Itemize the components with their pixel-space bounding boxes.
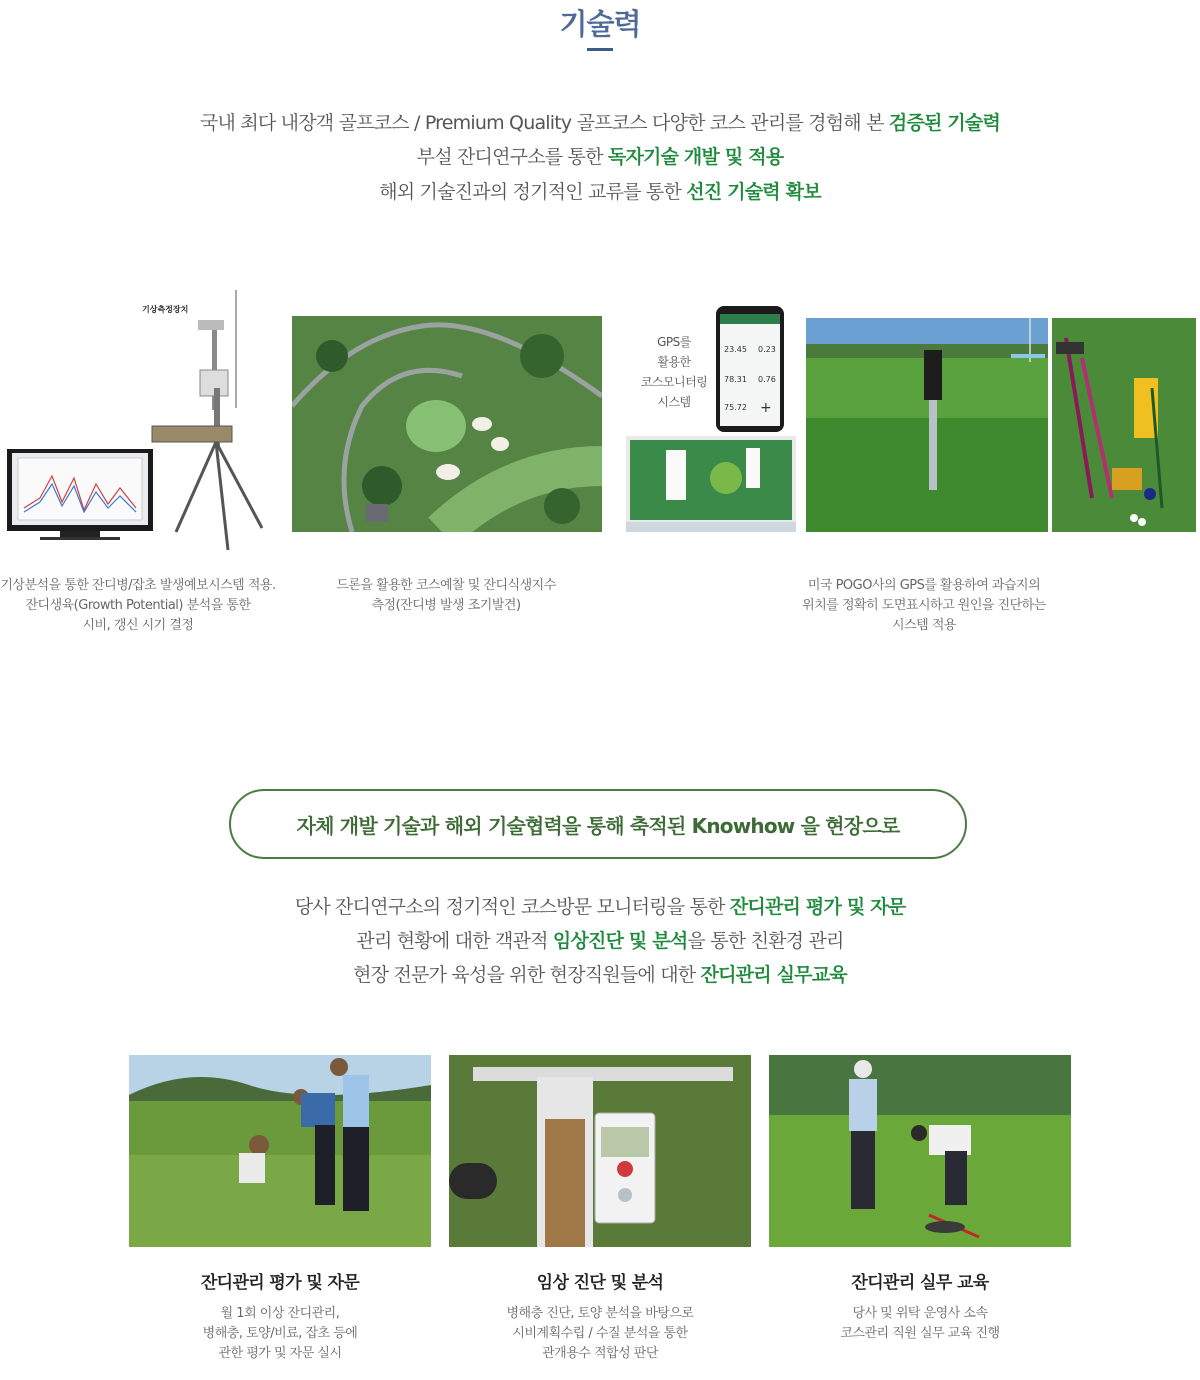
intro-line-2-text: 부설 잔디연구소를 통한 bbox=[416, 146, 608, 168]
gps-label-line: GPS를 bbox=[657, 335, 691, 349]
card-desc-line: 관개용수 적합성 판단 bbox=[542, 1346, 658, 1361]
gps-label bbox=[626, 332, 722, 412]
card-desc-line: 당사 및 위탁 운영사 소속 bbox=[852, 1306, 988, 1321]
phone-value-1: 23.45 bbox=[724, 345, 747, 354]
services-line-3 bbox=[0, 960, 1200, 987]
card-title-evaluation: 잔디관리 평가 및 자문 bbox=[200, 1273, 360, 1293]
gallery-caption-drone bbox=[296, 576, 596, 616]
services-line-2-text: 관리 현황에 대한 객관적 bbox=[356, 930, 553, 952]
caption-line: 시스템 적용 bbox=[892, 618, 956, 633]
card-desc-line: 병해충 진단, 토양 분석을 바탕으로 bbox=[506, 1306, 694, 1321]
card-desc-line: 코스관리 직원 실무 교육 진행 bbox=[840, 1326, 1000, 1341]
card-desc-line: 시비계획수립 / 수질 분석을 통한 bbox=[512, 1326, 688, 1341]
intro-line-3-text: 해외 기술진과의 정기적인 교류를 통한 bbox=[379, 181, 687, 203]
card-desc-diagnosis bbox=[449, 1304, 751, 1364]
knowhow-banner: 자체 개발 기술과 해외 기술협력을 통해 축적된 Knowhow 을 현장으로 bbox=[229, 789, 967, 859]
services-line-2-highlight: 임상진단 및 분석 bbox=[552, 930, 688, 952]
services-line-1-text: 당사 잔디연구소의 정기적인 코스방문 모니터링을 통한 bbox=[294, 896, 730, 918]
intro-line-3-highlight: 선진 기술력 확보 bbox=[686, 181, 821, 203]
phone-value-3: 78.31 bbox=[724, 375, 747, 384]
card-image-training bbox=[769, 1055, 1071, 1247]
section-title: 기술력 bbox=[559, 7, 641, 41]
svg-text:+: + bbox=[760, 400, 772, 416]
services-line-2-tail: 을 통한 친환경 관리 bbox=[687, 930, 844, 952]
weather-station-label: 기상측정장치 bbox=[142, 305, 189, 314]
services-line-2 bbox=[0, 926, 1200, 953]
caption-line: 측정(잔디병 발생 조기발견) bbox=[371, 598, 521, 613]
card-desc-line: 월 1회 이상 잔디관리, bbox=[220, 1306, 340, 1321]
caption-line: 잔디생육(Growth Potential) 분석을 통한 bbox=[25, 598, 251, 613]
phone-value-5: 75.72 bbox=[724, 403, 747, 412]
weather-station-image bbox=[0, 288, 290, 560]
card-image-diagnosis bbox=[449, 1055, 751, 1247]
caption-line: 시비, 갱신 시기 결정 bbox=[82, 618, 194, 633]
card-image-evaluation bbox=[129, 1055, 431, 1247]
probe-tools-image bbox=[1052, 318, 1196, 532]
card-desc-line: 관한 평가 및 자문 실시 bbox=[218, 1346, 342, 1361]
card-desc-training bbox=[769, 1304, 1071, 1344]
gps-label-line: 코스모니터링 bbox=[640, 375, 708, 389]
services-line-3-text: 현장 전문가 육성을 위한 현장직원들에 대한 bbox=[353, 964, 701, 986]
moisture-probe-image bbox=[806, 318, 1048, 532]
caption-line: 미국 POGO사의 GPS를 활용하여 과습지의 bbox=[807, 578, 1041, 593]
caption-line: 위치를 정확히 도면표시하고 원인을 진단하는 bbox=[802, 598, 1046, 613]
intro-line-2 bbox=[0, 142, 1200, 169]
card-title-diagnosis: 임상 진단 및 분석 bbox=[536, 1273, 664, 1293]
intro-line-1 bbox=[0, 108, 1200, 135]
gps-label-line: 시스템 bbox=[657, 395, 691, 409]
phone-value-4: 0.76 bbox=[758, 375, 776, 384]
services-line-3-highlight: 잔디관리 실무교육 bbox=[700, 964, 847, 986]
card-desc-evaluation bbox=[129, 1304, 431, 1364]
intro-line-1-highlight: 검증된 기술력 bbox=[888, 112, 1001, 134]
services-line-1 bbox=[0, 892, 1200, 919]
services-line-1-highlight: 잔디관리 평가 및 자문 bbox=[729, 896, 906, 918]
intro-line-1-text: 국내 최다 내장객 골프코스 / Premium Quality 골프코스 다양한 코스 관리를 경험해 본 bbox=[199, 112, 889, 134]
gps-label-line: 활용한 bbox=[657, 355, 691, 369]
caption-line: 기상분석을 통한 잔디병/잡초 발생예보시스템 적용. bbox=[0, 578, 276, 593]
card-desc-line: 병해충, 토양/비료, 잡초 등에 bbox=[202, 1326, 358, 1341]
intro-line-3 bbox=[0, 177, 1200, 204]
gallery-caption-weather bbox=[0, 576, 288, 636]
gallery-caption-gps bbox=[774, 576, 1074, 636]
title-underline bbox=[587, 48, 613, 51]
drone-aerial-image bbox=[292, 316, 602, 532]
intro-line-2-highlight: 독자기술 개발 및 적용 bbox=[607, 146, 784, 168]
caption-line: 드론을 활용한 코스예찰 및 잔디식생지수 bbox=[336, 578, 556, 593]
phone-value-2: 0.23 bbox=[758, 345, 776, 354]
card-title-training: 잔디관리 실무 교육 bbox=[851, 1273, 989, 1293]
